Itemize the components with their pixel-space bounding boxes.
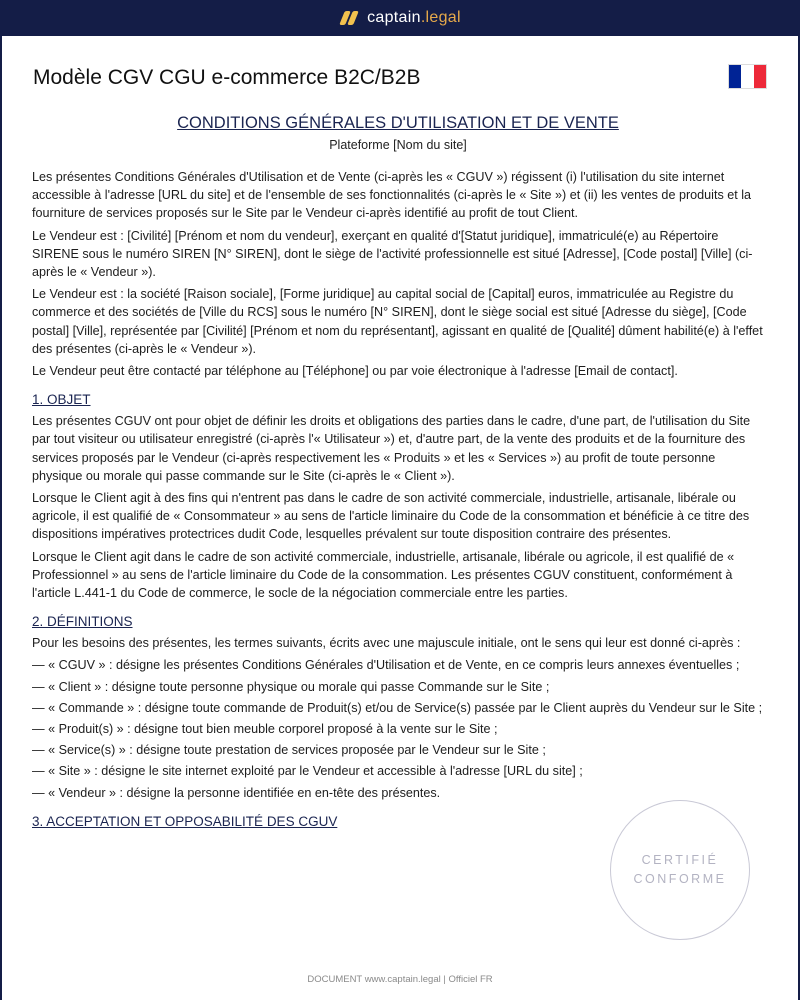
top-bar	[0, 0, 800, 36]
objet-paragraph: Les présentes CGUV ont pour objet de définir les droits et obligations des parties dans le cadre, d'une part, de l'utilisation du Site par tout visiteur ou utilisateur enregistré (ci-après l'« Utilisateur ») et, d'autre part, de la vente des produits et de la fourniture des services proposés par le Vendeur (ci-après respectivement les « Produits » et les « Services ») au profit de toute personne physique ou morale qui passe commande sur le Site (ci-après le « Client »).	[32, 414, 751, 483]
professional-paragraph: Lorsque le Client agit dans le cadre de son activité commerciale, industrielle, artisanale, libérale ou agricole, il est qualifié de « Professionnel » au sens de l'article liminaire du Code de la consommation. Les présentes CGUV constituent, conformément à l'article L.441-1 du Code de commerce, le socle de la négociation commerciale entre les parties.	[32, 549, 735, 601]
definition-item: — « Service(s) » : désigne toute prestation de services proposée par le Vendeur sur le Site ;	[32, 743, 546, 758]
document-title: Modèle CGV CGU e-commerce B2C/B2B	[33, 66, 421, 89]
intro-paragraph: Les présentes Conditions Générales d'Utilisation et de Vente (ci-après les « CGUV ») régissent (i) l'utilisation du site internet accessible à l'adresse [URL du site] et de l'ensemble de ses fonctionnalités (ci-après le « Site ») et (ii) les ventes de produits et la fourniture de services proposés sur le Site par le Vendeur ci-après identifié au profit de tout Client.	[32, 170, 752, 221]
section-heading-objet: 1. OBJET	[32, 392, 91, 408]
section-heading-acceptation: 3. ACCEPTATION ET OPPOSABILITÉ DES CGUV	[32, 813, 338, 829]
seller-individual-paragraph: Le Vendeur est : [Civilité] [Prénom et nom du vendeur], exerçant en qualité d'[Statut juridique], immatriculé(e) au Répertoire SIRENE sous le numéro SIREN [N° SIREN], dont le siège de l'activité professionnelle est situé [Adresse], [Code postal] [Ville] (ci-après le « Vendeur »).	[32, 228, 753, 280]
definition-item: — « CGUV » : désigne les présentes Conditions Générales d'Utilisation et de Vente, en ce compris leurs annexes éventuelles ;	[32, 658, 740, 673]
document-footer: DOCUMENT www.captain.legal | Officiel FR	[307, 974, 493, 985]
flag-stripe-blue	[729, 65, 741, 88]
definition-item: — « Produit(s) » : désigne tout bien meuble corporel proposé à la vente sur le Site ;	[32, 722, 498, 737]
document-content	[32, 112, 764, 834]
brand-name	[367, 9, 461, 27]
seller-company-paragraph: Le Vendeur est : la société [Raison sociale], [Forme juridique] au capital social de [Capital] euros, immatriculée au Registre du commerce et des sociétés de [Ville du RCS] sous le numéro [N° SIREN], dont le siège social est situé [Adresse du siège], [Code postal] [Ville], représentée par [Civilité] [Prénom et nom du représentant], agissant en qualité de [Qualité] dûment habilité(e) à l'effet des présentes (ci-après le « Vendeur »).	[32, 287, 763, 356]
stamp-line-2: CONFORME	[633, 872, 727, 886]
definition-item: — « Commande » : désigne toute commande de Produit(s) et/ou de Service(s) passée par le Client auprès du Vendeur sur le Site ;	[32, 700, 763, 715]
brand-name-text: captain	[367, 9, 421, 26]
double-slash-logo-icon	[339, 10, 359, 26]
stamp-line-1: CERTIFIÉ	[641, 853, 719, 867]
consumer-paragraph: Lorsque le Client agit à des fins qui n'entrent pas dans le cadre de son activité commerciale, industrielle, artisanale, libérale ou agricole, il est qualifié de « Consommateur » au sens de l'article liminaire du Code de la consommation et bénéficie à ce titre des dispositions impératives protectrices dudit Code, lesquelles prévalent sur toute disposition contraire des présentes.	[32, 491, 750, 542]
section-heading-definitions: 2. DÉFINITIONS	[32, 614, 133, 630]
brand[interactable]	[339, 9, 461, 27]
definition-item: — « Client » : désigne toute personne physique ou morale qui passe Commande sur le Site ;	[32, 679, 550, 694]
definition-item: — « Site » : désigne le site internet exploité par le Vendeur et accessible à l'adresse [URL du site] ;	[32, 764, 583, 779]
platform-line: Plateforme [Nom du site]	[329, 138, 467, 152]
brand-extension: .legal	[420, 9, 461, 26]
definitions-intro: Pour les besoins des présentes, les termes suivants, écrits avec une majuscule initiale, ont le sens qui leur est donné ci-après :	[32, 636, 741, 651]
document-page	[2, 36, 798, 1000]
flag-stripe-red	[754, 65, 766, 88]
french-flag-icon	[728, 64, 767, 89]
definition-item: — « Vendeur » : désigne la personne identifiée en en-tête des présentes.	[32, 785, 441, 800]
flag-stripe-white	[741, 65, 753, 88]
main-heading: CONDITIONS GÉNÉRALES D'UTILISATION ET DE VENTE	[177, 114, 619, 132]
certified-stamp	[610, 800, 750, 940]
contact-paragraph: Le Vendeur peut être contacté par téléphone au [Téléphone] ou par voie électronique à l'adresse [Email de contact].	[32, 364, 678, 379]
